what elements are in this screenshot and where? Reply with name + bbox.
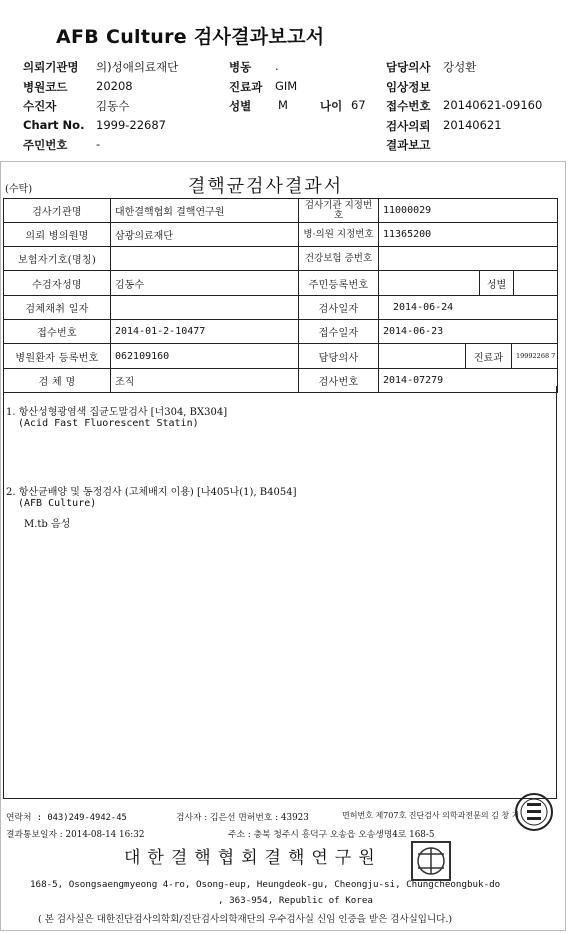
table-row xyxy=(4,247,558,271)
footer-certification: ( 본 검사실은 대한진단검사의학회/진단검사의학재단의 우수검사실 신임 인증을 받은 검사실입니다.) xyxy=(38,914,453,925)
cell-label: 의뢰 병의원명 xyxy=(4,223,111,247)
cell-value: 대한결핵협회 결핵연구원 xyxy=(111,199,299,223)
cell-value: 2014-06-24 xyxy=(379,296,558,320)
cell-value: 조직 xyxy=(111,369,299,393)
cell-value xyxy=(513,271,557,295)
field-value: 20208 xyxy=(96,79,133,93)
field-value: 김동수 xyxy=(96,99,130,113)
footer-address-en-1: 168-5, Osongsaengmyeong 4-ro, Osong-eup, Heungdeok-gu, Cheongju-si, Chungcheongbuk-do xyxy=(30,879,501,890)
field-value: 강성환 xyxy=(443,60,477,74)
institution-name: 대한결핵협회결핵연구원 xyxy=(124,848,382,868)
cell-label: 주민등록번호 xyxy=(299,271,379,296)
result-2-title: 2. 항산균배양 및 동정검사 (고체배지 이용) [나405나(1), B4054] xyxy=(6,487,297,498)
supplement-tag: (수탁) xyxy=(5,184,33,195)
cell-split xyxy=(379,271,558,296)
result-1-title: 1. 항산성형광염색 집균도말검사 [너304, BX304] xyxy=(6,407,228,418)
field-value: GIM xyxy=(275,79,298,93)
footer-report-date: 결과통보일자 : 2014-08-14 16:32 xyxy=(6,830,145,840)
field-label: 임상정보 xyxy=(386,80,431,94)
field-value: . xyxy=(275,59,279,73)
field-label: 나이 xyxy=(320,99,343,113)
footer-license: 면허번호 제707호 진단검사 의학과전문의 김 창 기 xyxy=(342,811,520,820)
cell-label: 병원환자 등록번호 xyxy=(4,344,111,369)
cell-label: 검사기관 지정번호 xyxy=(299,199,379,223)
cell-label: 접수번호 xyxy=(4,320,111,344)
info-table xyxy=(3,198,558,393)
round-seal-icon xyxy=(514,792,554,832)
field-label: 의뢰기관명 xyxy=(23,60,79,74)
field-label: 병원코드 xyxy=(23,80,68,94)
field-value: 의)성애의료재단 xyxy=(96,60,179,74)
cell-label: 검사번호 xyxy=(299,369,379,393)
field-label: 수진자 xyxy=(23,99,57,113)
field-value: 20140621-09160 xyxy=(443,98,543,112)
cell-value: 11000029 xyxy=(379,199,558,223)
footer-address-kr: 주소 : 충북 청주시 흥덕구 오송읍 오송생명4로 168-5 xyxy=(228,830,435,840)
field-value: 20140621 xyxy=(443,118,502,132)
field-label: 진료과 xyxy=(229,80,263,94)
field-value: M xyxy=(278,98,288,112)
cell-value: 삼광의료재단 xyxy=(111,223,299,247)
cell-value: 11365200 xyxy=(379,223,558,247)
field-label: 검사의뢰 xyxy=(386,119,431,133)
cell-label: 진료과 xyxy=(465,344,511,368)
cell-label: 검 체 명 xyxy=(4,369,111,393)
table-row xyxy=(4,296,558,320)
cell-value: 19992268 7 xyxy=(511,344,557,368)
cell-label: 담당의사 xyxy=(299,344,379,369)
footer-contact: 연락처 : 043)249-4942-45 xyxy=(6,813,127,823)
cell-value xyxy=(111,247,299,271)
result-1-subtitle: (Acid Fast Fluorescent Statin) xyxy=(18,418,199,429)
field-value: 67 xyxy=(351,98,366,112)
field-label: 담당의사 xyxy=(386,60,431,74)
cell-value: 김동수 xyxy=(111,271,299,296)
field-label: 접수번호 xyxy=(386,99,431,113)
result-2-value: M.tb 음성 xyxy=(24,519,71,530)
table-row xyxy=(4,199,558,223)
cell-label: 검사일자 xyxy=(299,296,379,320)
cell-label: 건강보험 증번호 xyxy=(299,247,379,271)
cell-label: 보험자기호(명칭) xyxy=(4,247,111,271)
field-label: 주민번호 xyxy=(23,138,68,152)
cell-split xyxy=(379,344,558,369)
cell-label: 검체채취 일자 xyxy=(4,296,111,320)
field-value: - xyxy=(96,137,101,151)
table-row xyxy=(4,223,558,247)
footer-address-en-2: , 363-954, Republic of Korea xyxy=(218,895,373,906)
cell-label: 병·의원 지정번호 xyxy=(299,223,379,247)
square-stamp-icon xyxy=(410,840,452,882)
cell-value xyxy=(111,296,299,320)
table-row xyxy=(4,271,558,296)
cell-value: 2014-06-23 xyxy=(379,320,558,344)
table-row xyxy=(4,320,558,344)
page-title: AFB Culture 검사결과보고서 xyxy=(56,26,325,48)
report-title: 결핵균검사결과서 xyxy=(188,176,344,197)
cell-value xyxy=(379,247,558,271)
cell-label: 성별 xyxy=(479,271,513,295)
cell-label: 접수일자 xyxy=(299,320,379,344)
field-label: 병동 xyxy=(229,60,252,74)
table-row xyxy=(4,344,558,369)
cell-value: 2014-01-2-10477 xyxy=(111,320,299,344)
result-2-subtitle: (AFB Culture) xyxy=(18,498,97,509)
field-label: Chart No. xyxy=(23,118,85,132)
footer-inspector: 검사자 : 김은선 면허번호 : 43923 xyxy=(176,813,309,823)
cell-label: 수검자성명 xyxy=(4,271,111,296)
field-label: 결과보고 xyxy=(386,138,431,152)
cell-label: 검사기관명 xyxy=(4,199,111,223)
results-box xyxy=(3,386,557,799)
cell-value: 062109160 xyxy=(111,344,299,369)
scanned-report xyxy=(0,160,568,933)
field-value: 1999-22687 xyxy=(96,118,166,132)
cell-value: 2014-07279 xyxy=(379,369,558,393)
field-label: 성별 xyxy=(229,99,252,113)
